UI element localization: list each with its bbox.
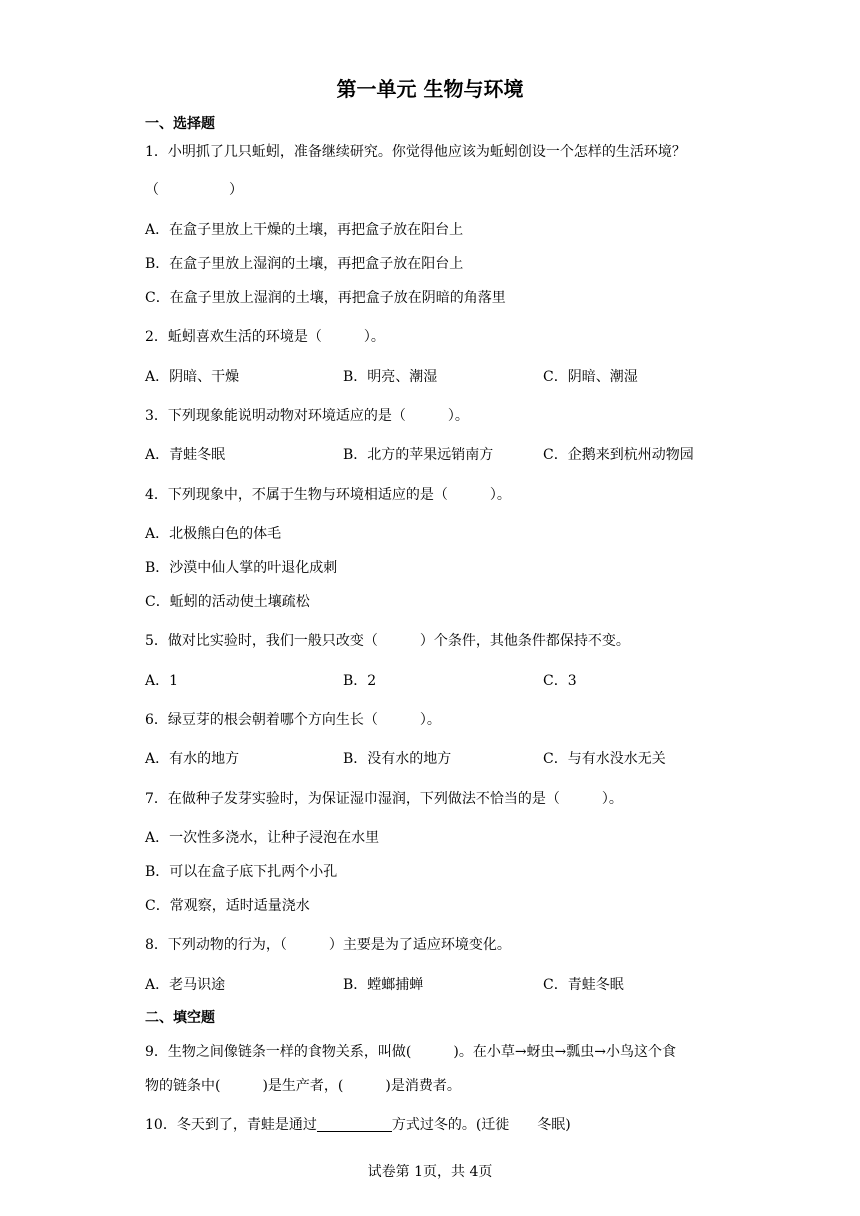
question-8-option-b: B．螳螂捕蝉 [343,977,424,993]
question-2-stem: 2．蚯蚓喜欢生活的环境是（ ）。 [145,329,385,345]
question-10 [145,1116,571,1134]
question-7-option-c: C．常观察，适时适量浇水 [145,898,310,914]
question-3-option-c: C．企鹅来到杭州动物园 [543,447,694,463]
question-5-option-b: B．2 [343,673,377,689]
question-6-stem: 6．绿豆芽的根会朝着哪个方向生长（ ）。 [145,712,441,728]
question-6-option-a: A．有水的地方 [145,751,240,767]
question-1-option-c: C．在盒子里放上湿润的土壤，再把盒子放在阴暗的角落里 [145,290,506,306]
section-heading-choice: 一、选择题 [145,116,215,132]
question-9-line-1: 9．生物之间像链条一样的食物关系，叫做( )。在小草→蚜虫→瓢虫→小鸟这个食 [145,1044,677,1060]
question-4-option-c: C．蚯蚓的活动使土壤疏松 [145,594,310,610]
page-title: 第一单元 生物与环境 [336,77,524,101]
question-5-option-c: C．3 [543,673,577,689]
question-6-option-c: C．与有水没水无关 [543,751,666,767]
question-8-stem: 8．下列动物的行为，（ ）主要是为了适应环境变化。 [145,937,511,953]
question-8-option-c: C．青蛙冬眠 [543,977,624,993]
question-4-option-a: A．北极熊白色的体毛 [145,526,282,542]
question-5-stem: 5．做对比实验时，我们一般只改变（ ）个条件，其他条件都保持不变。 [145,633,630,649]
question-7-option-b: B．可以在盒子底下扎两个小孔 [145,864,338,880]
question-4-stem: 4．下列现象中，不属于生物与环境相适应的是（ ）。 [145,487,511,503]
question-2-option-c: C．阴暗、潮湿 [543,369,638,385]
question-1-option-b: B．在盒子里放上湿润的土壤，再把盒子放在阳台上 [145,256,464,272]
question-1-option-a: A．在盒子里放上干燥的土壤，再把盒子放在阳台上 [145,222,464,238]
question-5-option-a: A．1 [145,673,179,689]
page-footer: 试卷第 1页，共 4页 [367,1164,493,1180]
question-2-option-a: A．阴暗、干燥 [145,369,240,385]
question-10-text-after: 方式过冬的。(迁徙 冬眠) [391,1117,571,1133]
question-8-option-a: A．老马识途 [145,977,226,993]
question-3-option-a: A．青蛙冬眠 [145,447,226,463]
question-1-answer-blank: （ ） [145,182,243,198]
question-4-option-b: B．沙漠中仙人掌的叶退化成刺 [145,560,338,576]
question-7-option-a: A．一次性多浇水，让种子浸泡在水里 [145,830,380,846]
question-7-stem: 7．在做种子发芽实验时，为保证湿巾湿润，下列做法不恰当的是（ ）。 [145,791,623,807]
question-1-stem: 1．小明抓了几只蚯蚓，准备继续研究。你觉得他应该为蚯蚓创设一个怎样的生活环境？ [145,144,686,160]
question-9-line-2: 物的链条中( )是生产者，( )是消费者。 [145,1078,461,1094]
question-3-stem: 3．下列现象能说明动物对环境适应的是（ ）。 [145,408,469,424]
section-heading-fill: 二、填空题 [145,1010,215,1026]
question-10-text-before: 10．冬天到了，青蛙是通过 [145,1117,317,1133]
question-6-option-b: B．没有水的地方 [343,751,452,767]
question-2-option-b: B．明亮、潮湿 [343,369,438,385]
question-10-blank[interactable] [317,1117,392,1132]
question-3-option-b: B．北方的苹果远销南方 [343,447,494,463]
